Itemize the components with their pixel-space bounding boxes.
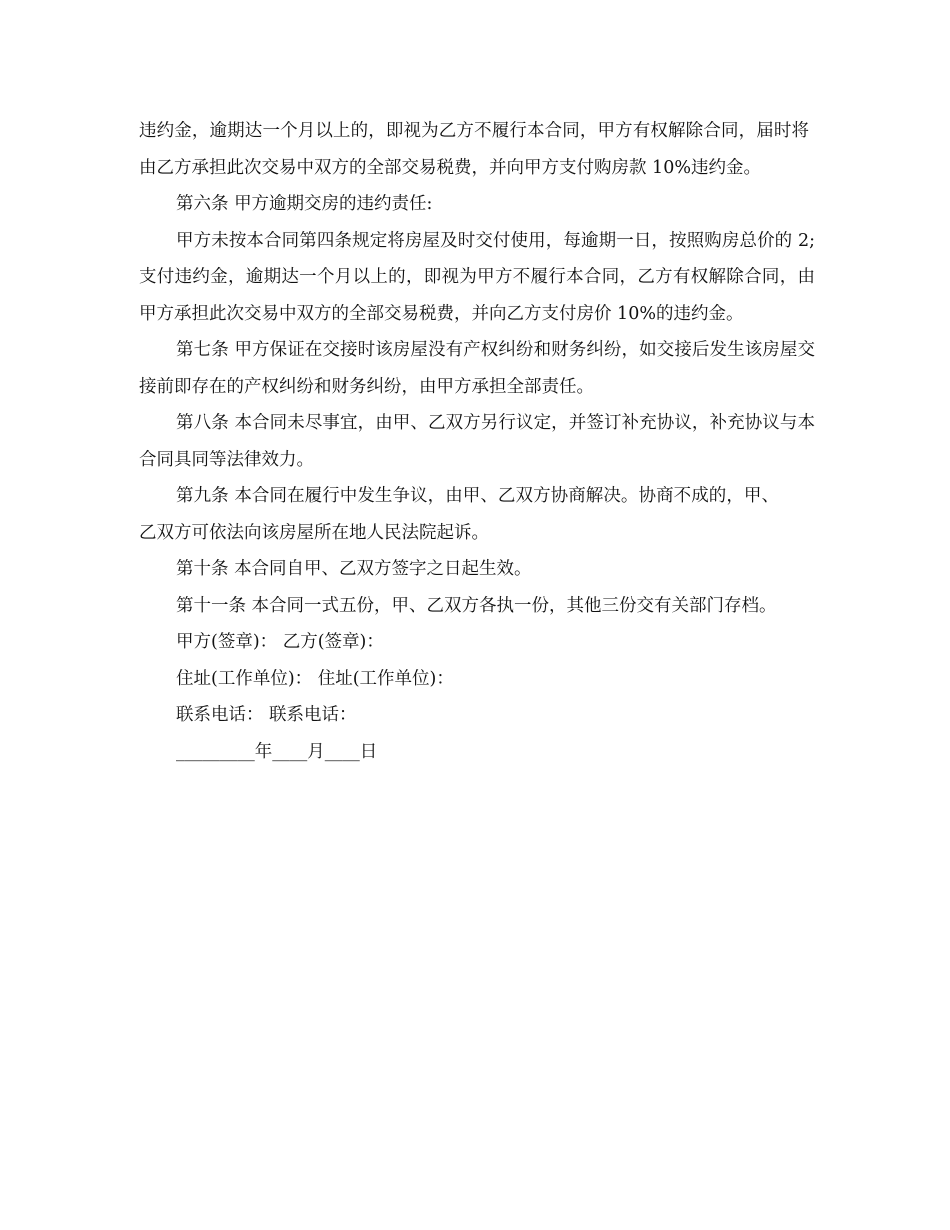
clause-8: 第八条 本合同未尽事宜，由甲、乙双方另行议定，并签订补充协议，补充协议与本合同具同等法律效力。 bbox=[139, 413, 815, 470]
clause-6-heading: 第六条 甲方逾期交房的违约责任: bbox=[176, 194, 433, 214]
signature-phone: 联系电话： 联系电话： bbox=[176, 705, 357, 725]
signature-date: _________年____月____日 bbox=[176, 741, 378, 762]
clause-6-body: 甲方未按本合同第四条规定将房屋及时交付使用，每逾期一日，按照购房总价的 2;支付违约金，逾期达一个月以上的，即视为甲方不履行本合同，乙方有权解除合同，由甲方承担此次交易中双方的全部交易税费，并向乙方支付房价 10%的违约金。 bbox=[139, 230, 815, 324]
clause-11: 第十一条 本合同一式五份，甲、乙双方各执一份，其他三份交有关部门存档。 bbox=[176, 595, 777, 616]
clause-10: 第十条 本合同自甲、乙双方签字之日起生效。 bbox=[176, 559, 532, 579]
clause-7: 第七条 甲方保证在交接时该房屋没有产权纠纷和财务纠纷，如交接后发生该房屋交接前即存在的产权纠纷和财务纠纷，由甲方承担全部责任。 bbox=[139, 340, 815, 397]
signature-address: 住址(工作单位)： 住址(工作单位)： bbox=[176, 668, 454, 689]
clause-9: 第九条 本合同在履行中发生争议，由甲、乙双方协商解决。协商不成的，甲、乙双方可依法向该房屋所在地人民法院起诉。 bbox=[139, 486, 779, 543]
clause-5-continuation: 违约金，逾期达一个月以上的，即视为乙方不履行本合同，甲方有权解除合同，届时将由乙方承担此次交易中双方的全部交易税费，并向甲方支付购房款 10%违约金。 bbox=[139, 121, 809, 178]
signature-parties: 甲方(签章)： 乙方(签章)： bbox=[176, 632, 384, 652]
contract-body bbox=[139, 113, 815, 770]
